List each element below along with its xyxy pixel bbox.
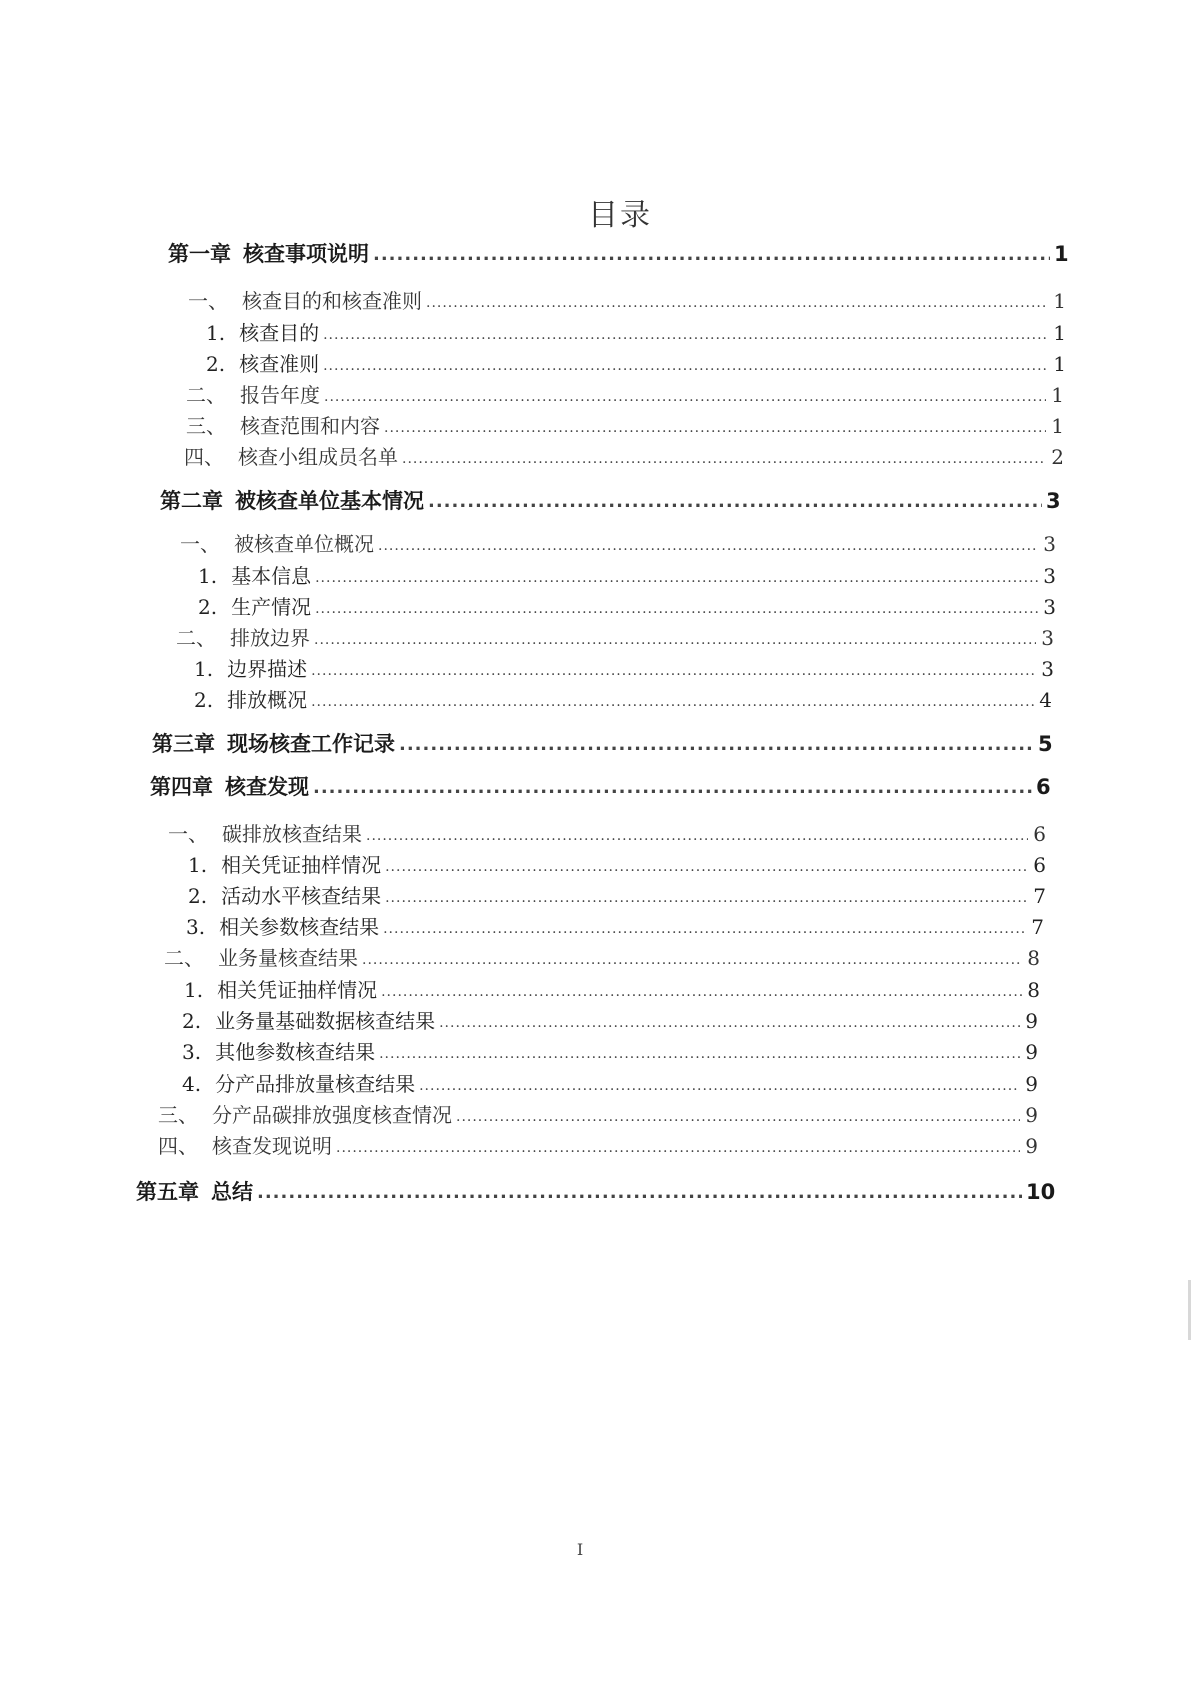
dot-leader [399,731,1034,755]
toc-entry-number: 第四章 [150,775,213,799]
toc-entry-number: 1. [206,321,226,345]
toc-entry-chapter-3[interactable] [152,728,1052,758]
dot-leader [314,625,1036,649]
toc-entry-section[interactable] [158,1099,1038,1128]
toc-entry-page: 9 [1025,1009,1038,1033]
toc-entry-label: 核查准则 [239,352,320,376]
dot-leader [379,1039,1020,1063]
toc-entry-number: 二、 [176,626,216,650]
toc-entry-subsection[interactable] [184,974,1040,1003]
toc-entry-subsection[interactable] [182,1005,1038,1034]
toc-entry-label: 活动水平核查结果 [221,884,382,908]
toc-entry-page: 8 [1027,946,1040,970]
toc-entry-label: 其他参数核查结果 [215,1040,376,1064]
toc-entry-label: 排放边界 [230,626,310,650]
toc-entry-page: 1 [1051,414,1064,438]
toc-entry-page: 6 [1033,822,1046,846]
toc-entry-label: 业务量基础数据核查结果 [215,1009,436,1033]
dot-leader [385,883,1028,907]
toc-entry-page: 3 [1041,657,1054,681]
toc-entry-section[interactable] [158,1130,1038,1159]
toc-entry-chapter-2[interactable] [160,485,1060,515]
toc-entry-subsection[interactable] [194,684,1052,713]
toc-entry-page: 3 [1043,595,1056,619]
toc-entry-page: 1 [1053,352,1066,376]
toc-entry-number: 二、 [164,946,204,970]
dot-leader [362,945,1022,969]
dot-leader [385,852,1028,876]
dot-leader [323,320,1048,344]
dot-leader [419,1071,1020,1095]
toc-entry-number: 1. [188,853,208,877]
toc-entry-page: 9 [1025,1072,1038,1096]
dot-leader [381,977,1022,1001]
toc-entry-label: 总结 [211,1180,253,1204]
dot-leader [383,914,1026,938]
toc-entry-page: 2 [1051,445,1064,469]
dot-leader [373,241,1050,265]
toc-entry-number: 第五章 [136,1180,199,1204]
toc-entry-page: 10 [1026,1180,1056,1204]
toc-entry-label: 被核查单位基本情况 [235,489,424,513]
toc-entry-subsection[interactable] [188,849,1046,878]
dot-leader [439,1008,1020,1032]
toc-entry-number: 1. [194,657,214,681]
toc-entry-label: 核查目的 [239,321,320,345]
dot-leader [324,382,1046,406]
toc-entry-page: 3 [1043,532,1056,556]
toc-entry-label: 相关凭证抽样情况 [221,853,382,877]
toc-entry-page: 6 [1033,853,1046,877]
toc-entry-number: 第三章 [152,732,215,756]
toc-entry-page: 7 [1033,884,1046,908]
dot-leader [456,1102,1020,1126]
toc-entry-label: 核查发现 [225,775,309,799]
toc-entry-number: 第一章 [168,242,231,266]
toc-entry-page: 1 [1053,321,1066,345]
dot-leader [426,288,1048,312]
toc-entry-subsection[interactable] [198,591,1056,620]
dot-leader [384,413,1046,437]
toc-entry-chapter-1[interactable] [168,238,1068,268]
toc-entry-subsection[interactable] [194,653,1054,682]
toc-entry-label: 现场核查工作记录 [227,732,395,756]
toc-entry-label: 分产品碳排放强度核查情况 [212,1103,452,1127]
toc-entry-number: 第二章 [160,489,223,513]
toc-entry-subsection[interactable] [188,880,1046,909]
toc-entry-chapter-4[interactable] [150,771,1050,801]
toc-entry-label: 边界描述 [227,657,308,681]
toc-entry-number: 3. [182,1040,202,1064]
toc-entry-number: 三、 [186,414,226,438]
toc-entry-section[interactable] [184,441,1064,470]
toc-entry-label: 核查事项说明 [243,242,369,266]
toc-entry-label: 相关参数核查结果 [219,915,380,939]
toc-entry-number: 一、 [168,822,208,846]
toc-entry-section[interactable] [164,942,1040,971]
toc-entry-subsection[interactable] [198,560,1056,589]
toc-entry-section[interactable] [186,410,1064,439]
dot-leader [311,656,1036,680]
toc-entry-label: 核查小组成员名单 [238,445,398,469]
toc-title: 目录 [588,198,652,233]
toc-entry-label: 报告年度 [240,383,320,407]
toc-entry-label: 业务量核查结果 [218,946,358,970]
toc-entry-label: 排放概况 [227,688,308,712]
dot-leader [315,594,1038,618]
toc-entry-label: 核查目的和核查准则 [242,289,422,313]
toc-entry-section[interactable] [188,285,1066,314]
toc-entry-page: 9 [1025,1134,1038,1158]
dot-leader [313,774,1032,798]
toc-entry-page: 3 [1043,564,1056,588]
toc-entry-number: 2. [206,352,226,376]
toc-entry-subsection[interactable] [186,911,1044,940]
toc-entry-number: 2. [188,884,208,908]
toc-entry-section[interactable] [186,379,1064,408]
toc-entry-page: 3 [1041,626,1054,650]
toc-entry-number: 4. [182,1072,202,1096]
toc-entry-page: 6 [1036,775,1051,799]
dot-leader [402,444,1046,468]
toc-entry-label: 相关凭证抽样情况 [217,978,378,1002]
toc-entry-number: 三、 [158,1103,198,1127]
toc-entry-subsection[interactable] [206,317,1066,346]
toc-entry-page: 1 [1054,242,1069,266]
dot-leader [315,563,1038,587]
toc-entry-page: 7 [1031,915,1044,939]
toc-entry-page: 5 [1038,732,1053,756]
toc-entry-subsection[interactable] [182,1068,1038,1097]
toc-entry-section[interactable] [168,818,1046,847]
toc-entry-number: 2. [182,1009,202,1033]
toc-entry-page: 8 [1027,978,1040,1002]
toc-entry-page: 4 [1039,688,1052,712]
dot-leader [257,1179,1022,1203]
toc-entry-page: 9 [1025,1103,1038,1127]
toc-entry-page: 9 [1025,1040,1038,1064]
toc-entry-label: 分产品排放量核查结果 [215,1072,416,1096]
toc-entry-label: 核查范围和内容 [240,414,380,438]
toc-entry-number: 2. [198,595,218,619]
toc-entry-section[interactable] [176,622,1054,651]
toc-entry-number: 2. [194,688,214,712]
dot-leader [428,488,1042,512]
toc-entry-number: 3. [186,915,206,939]
toc-entry-subsection[interactable] [182,1036,1038,1065]
toc-entry-number: 二、 [186,383,226,407]
toc-entry-label: 被核查单位概况 [234,532,374,556]
toc-entry-chapter-5[interactable] [136,1176,1056,1206]
toc-entry-label: 碳排放核查结果 [222,822,362,846]
dot-leader [336,1133,1020,1157]
toc-entry-number: 一、 [188,289,228,313]
toc-entry-number: 1. [184,978,204,1002]
toc-entry-subsection[interactable] [206,348,1066,377]
toc-entry-number: 四、 [184,445,224,469]
toc-entry-page: 1 [1053,289,1066,313]
toc-entry-label: 基本信息 [231,564,312,588]
dot-leader [323,351,1048,375]
dot-leader [378,531,1038,555]
toc-entry-page: 3 [1046,489,1061,513]
toc-entry-number: 一、 [180,532,220,556]
toc-entry-number: 四、 [158,1134,198,1158]
toc-entry-page: 1 [1051,383,1064,407]
page-number-footer: I [576,1540,584,1559]
dot-leader [311,687,1034,711]
toc-entry-section[interactable] [180,528,1056,557]
toc-entry-label: 核查发现说明 [212,1134,332,1158]
toc-entry-label: 生产情况 [231,595,312,619]
dot-leader [366,821,1028,845]
toc-entry-number: 1. [198,564,218,588]
